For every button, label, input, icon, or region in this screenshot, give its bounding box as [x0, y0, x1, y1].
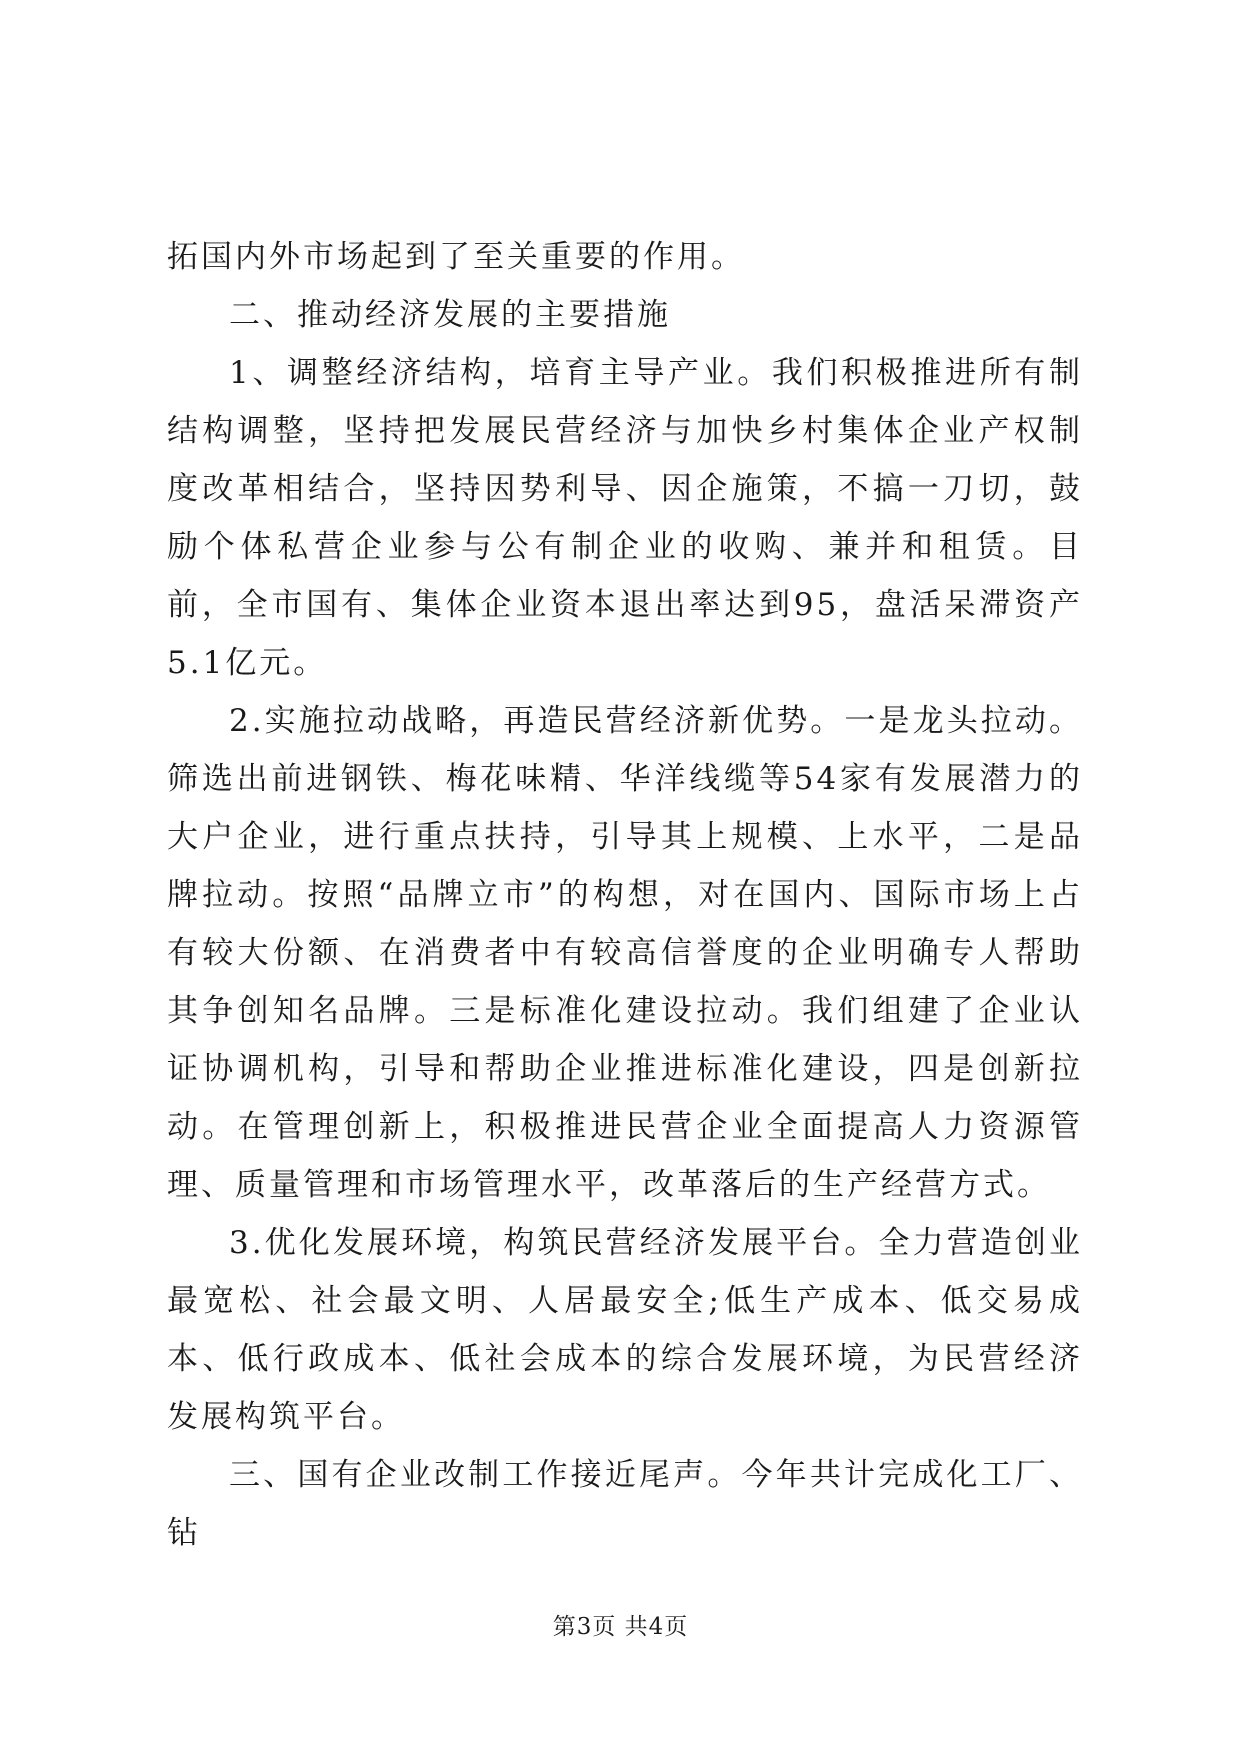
paragraph-item-3: 3.优化发展环境，构筑民营经济发展平台。全力营造创业最宽松、社会最文明、人居最安全;低生产成本、低交易成本、低行政成本、低社会成本的综合发展环境，为民营经济发展构筑平台。: [167, 1225, 1083, 1435]
paragraph-item-1: 1、调整经济结构，培育主导产业。我们积极推进所有制结构调整，坚持把发展民营经济与加快乡村集体企业产权制度改革相结合，坚持因势利导、因企施策，不搞一刀切，鼓励个体私营企业参与公有制企业的收购、兼并和租赁。目前，全市国有、集体企业资本退出率达到95，盘活呆滞资产5.1亿元。: [167, 355, 1083, 681]
paragraph-1: 拓国内外市场起到了至关重要的作用。: [167, 239, 745, 275]
document-body: [167, 228, 1083, 1562]
section-heading-2: 二、推动经济发展的主要措施: [229, 297, 671, 333]
section-heading-3: 三、国有企业改制工作接近尾声。今年共计完成化工厂、钻: [167, 1457, 1083, 1551]
paragraph-item-2: 2.实施拉动战略，再造民营经济新优势。一是龙头拉动。筛选出前进钢铁、梅花味精、华洋线缆等54家有发展潜力的大户企业，进行重点扶持，引导其上规模、上水平，二是品牌拉动。按照“品牌立市”的构想，对在国内、国际市场上占有较大份额、在消费者中有较高信誉度的企业明确专人帮助其争创知名品牌。三是标准化建设拉动。我们组建了企业认证协调机构，引导和帮助企业推进标准化建设，四是创新拉动。在管理创新上，积极推进民营企业全面提高人力资源管理、质量管理和市场管理水平，改革落后的生产经营方式。: [167, 703, 1083, 1203]
page-footer: 第3页 共4页: [552, 1614, 689, 1640]
